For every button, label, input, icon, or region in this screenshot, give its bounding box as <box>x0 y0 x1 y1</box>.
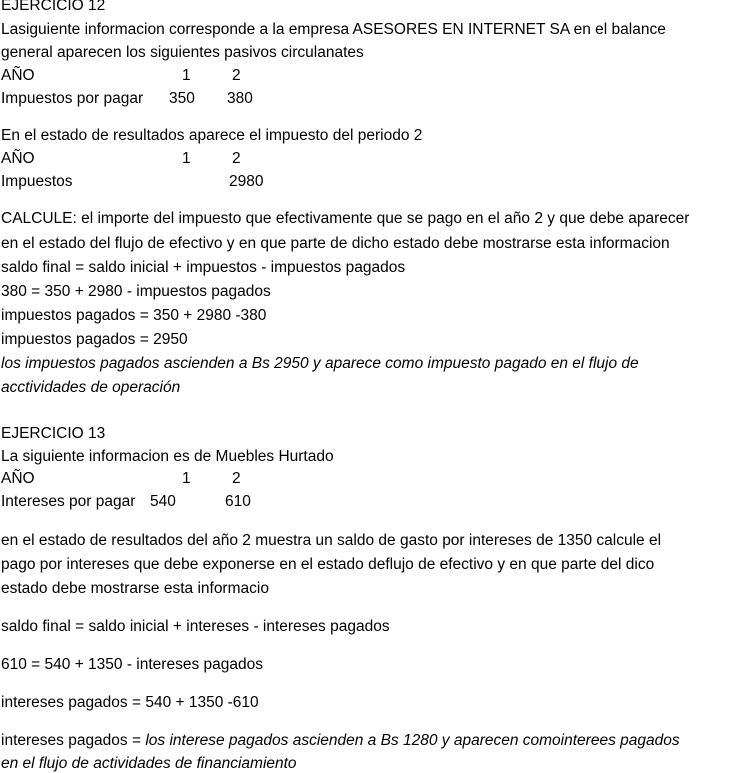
ej13-conclusion-line1: los interese pagados ascienden a Bs 1280 y aparecen comointerees pagados <box>145 732 680 749</box>
ej12-year-1: 1 <box>182 67 191 84</box>
ej13-interest-payable-label: Intereses por pagar <box>1 493 136 510</box>
ej12-taxes-payable-y2: 380 <box>227 90 253 107</box>
ej12-formula-2: 380 = 350 + 2980 - impuestos pagados <box>1 283 271 300</box>
ej13-interest-payable-row <box>1 493 701 511</box>
ej13-interest-payable-y1: 540 <box>150 493 176 510</box>
ej12-intro-line1: Lasiguiente informacion corresponde a la empresa ASESORES EN INTERNET SA en el balance <box>1 21 666 38</box>
ej12-taxes-payable-label: Impuestos por pagar <box>1 90 144 107</box>
ej12-taxes-y2: 2980 <box>229 173 264 190</box>
ej13-paragraph-line3: estado debe mostrarse esta informacio <box>1 580 269 597</box>
ej13-title: EJERCICIO 13 <box>1 425 106 442</box>
ej12-year-2: 2 <box>232 67 241 84</box>
ej12-calc-line2: en el estado del flujo de efectivo y en que parte de dicho estado debe mostrarse esta informacion <box>1 235 670 252</box>
ej13-formula-3: intereses pagados = 540 + 1350 -610 <box>1 694 259 711</box>
ej13-formula-4 <box>1 732 680 750</box>
ej12-taxes-row <box>1 173 701 191</box>
ej13-formula-1: saldo final = saldo inicial + intereses - intereses pagados <box>1 618 390 635</box>
ej12-formula-1: saldo final = saldo inicial + impuestos - impuestos pagados <box>1 259 406 276</box>
ej12-formula-4: impuestos pagados = 2950 <box>1 331 188 348</box>
ej12-year-label-2: AÑO <box>1 150 35 167</box>
ej12-taxes-label: Impuestos <box>1 173 73 190</box>
ej13-paragraph-line2: pago por intereses que debe exponerse en el estado deflujo de efectivo y en que parte del dico <box>1 556 655 573</box>
ej12-conclusion-line2: acctividades de operación <box>1 379 181 396</box>
ej12-title: EJERCICIO 12 <box>1 0 106 14</box>
ej12-calc-line1: CALCULE: el importe del impuesto que efectivamente que se pago en el año 2 y que debe aparecer <box>1 210 690 227</box>
ej12-conclusion-line1: los impuestos pagados ascienden a Bs 2950 y aparece como impuesto pagado en el flujo de <box>1 355 639 372</box>
ej13-interest-payable-y2: 610 <box>225 493 251 510</box>
ej12-year-header <box>1 67 701 85</box>
ej12-intro-line2: general aparecen los siguientes pasivos circulanates <box>1 44 364 61</box>
ej12-formula-3: impuestos pagados = 350 + 2980 -380 <box>1 307 267 324</box>
ej12-year-1-2: 1 <box>182 150 191 167</box>
ej13-conclusion-line2: en el flujo de actividades de financiamiento <box>1 755 297 772</box>
ej12-year-label: AÑO <box>1 67 35 84</box>
ej12-taxes-payable-y1: 350 <box>169 90 195 107</box>
ej12-taxes-payable-row <box>1 90 701 108</box>
ej13-year-1: 1 <box>182 470 191 487</box>
ej13-year-label: AÑO <box>1 470 35 487</box>
ej12-year-2-2: 2 <box>232 150 241 167</box>
ej12-year-header-2 <box>1 150 701 168</box>
ej13-paragraph-line1: en el estado de resultados del año 2 muestra un saldo de gasto por intereses de 1350 calcule el <box>1 532 662 549</box>
ej12-estado-text: En el estado de resultados aparece el impuesto del periodo 2 <box>1 127 423 144</box>
ej13-formula-2: 610 = 540 + 1350 - intereses pagados <box>1 656 263 673</box>
ej13-year-2: 2 <box>232 470 241 487</box>
ej13-formula-4-prefix: intereses pagados = <box>1 732 146 749</box>
ej13-year-header <box>1 470 701 488</box>
ej13-intro: La siguiente informacion es de Muebles Hurtado <box>1 448 334 465</box>
